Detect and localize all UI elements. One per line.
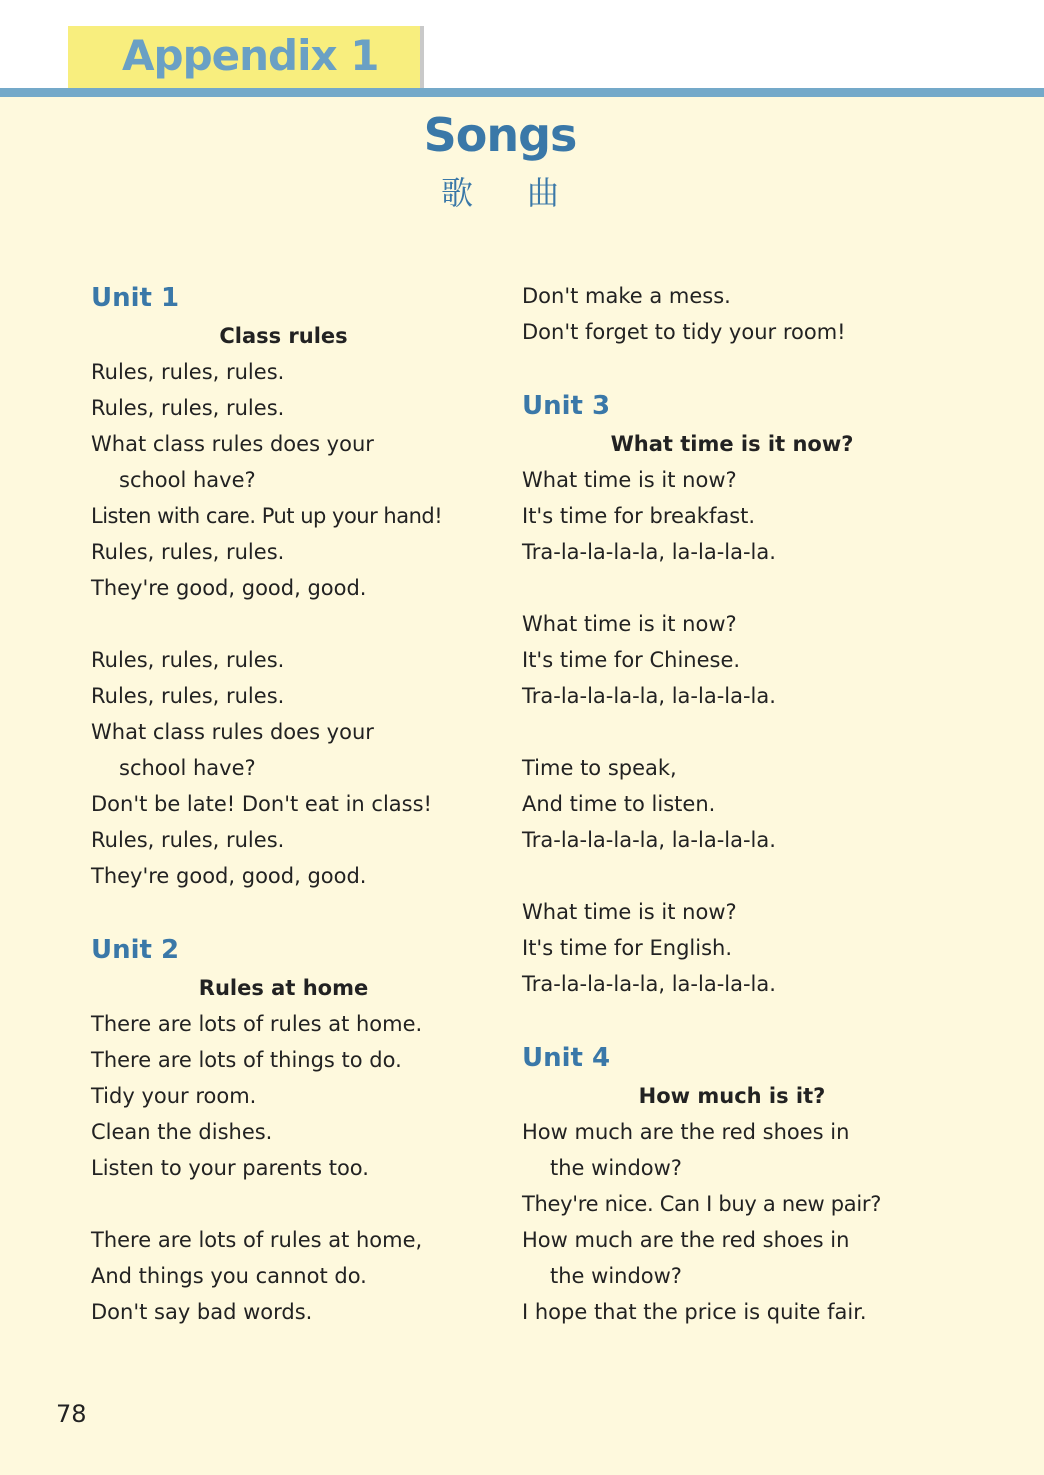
lyric-line: Tra-la-la-la-la, la-la-la-la.: [522, 972, 776, 996]
lyric-line: There are lots of things to do.: [91, 1048, 402, 1072]
unit-gap: [522, 350, 942, 386]
left-column: [91, 278, 476, 1330]
appendix-tab: [68, 26, 420, 88]
lyric-line: school have?: [119, 756, 256, 780]
lyric-line: I hope that the price is quite fair.: [522, 1300, 867, 1324]
lyric-line: Don't make a mess.: [522, 284, 731, 308]
lyric-line: the window?: [550, 1156, 682, 1180]
lyric-line: Rules, rules, rules.: [91, 828, 285, 852]
lyric-line: What class rules does your: [91, 720, 374, 744]
song-title: Class rules: [219, 324, 348, 348]
lyric-line: Clean the dishes.: [91, 1120, 273, 1144]
unit-gap: [522, 1002, 942, 1038]
page-number: 78: [56, 1400, 87, 1428]
lyric-line: Listen with care. Put up your hand!: [91, 504, 443, 528]
lyric-line: What class rules does your: [91, 432, 374, 456]
lyric-line: Rules, rules, rules.: [91, 684, 285, 708]
stanza-gap: [91, 1186, 476, 1222]
lyric-line: Tra-la-la-la-la, la-la-la-la.: [522, 684, 776, 708]
lyric-line: Rules, rules, rules.: [91, 396, 285, 420]
lyric-line: They're good, good, good.: [91, 864, 367, 888]
stanza-gap: [522, 858, 942, 894]
lyric-line: There are lots of rules at home.: [91, 1012, 423, 1036]
page-subtitle: 歌曲: [440, 174, 613, 212]
song-title: Rules at home: [198, 976, 369, 1000]
song-title: What time is it now?: [610, 432, 854, 456]
lyric-line: It's time for English.: [522, 936, 732, 960]
lyric-line: What time is it now?: [522, 468, 737, 492]
lyric-line: Time to speak,: [522, 756, 677, 780]
lyric-line: the window?: [550, 1264, 682, 1288]
lyric-line: What time is it now?: [522, 900, 737, 924]
stanza-gap: [91, 606, 476, 642]
lyric-line: Don't say bad words.: [91, 1300, 313, 1324]
lyric-line: How much are the red shoes in: [522, 1228, 850, 1252]
unit-gap: [91, 894, 476, 930]
appendix-title: Appendix 1: [122, 31, 379, 80]
lyric-line: And things you cannot do.: [91, 1264, 367, 1288]
song-title: How much is it?: [638, 1084, 826, 1108]
lyric-line: Rules, rules, rules.: [91, 360, 285, 384]
lyric-line: And time to listen.: [522, 792, 716, 816]
lyric-line: How much are the red shoes in: [522, 1120, 850, 1144]
lyric-line: It's time for breakfast.: [522, 504, 756, 528]
lyric-line: They're good, good, good.: [91, 576, 367, 600]
lyric-line: Tidy your room.: [91, 1084, 257, 1108]
page-title: Songs: [423, 108, 577, 162]
lyric-line: Rules, rules, rules.: [91, 648, 285, 672]
lyric-line: They're nice. Can I buy a new pair?: [522, 1192, 882, 1216]
lyric-line: There are lots of rules at home,: [91, 1228, 423, 1252]
lyric-line: Tra-la-la-la-la, la-la-la-la.: [522, 828, 776, 852]
lyric-line: school have?: [119, 468, 256, 492]
lyric-line: Don't be late! Don't eat in class!: [91, 792, 432, 816]
header-divider: [0, 88, 1044, 97]
lyric-line: Listen to your parents too.: [91, 1156, 369, 1180]
unit-heading: Unit 4: [522, 1043, 611, 1073]
unit-heading: Unit 2: [91, 935, 180, 965]
lyric-line: Don't forget to tidy your room!: [522, 320, 846, 344]
lyric-line: It's time for Chinese.: [522, 648, 741, 672]
lyric-line: Tra-la-la-la-la, la-la-la-la.: [522, 540, 776, 564]
lyric-line: What time is it now?: [522, 612, 737, 636]
right-column: [522, 278, 942, 1330]
unit-heading: Unit 3: [522, 391, 611, 421]
unit-heading: Unit 1: [91, 283, 180, 313]
lyric-line: Rules, rules, rules.: [91, 540, 285, 564]
stanza-gap: [522, 570, 942, 606]
stanza-gap: [522, 714, 942, 750]
